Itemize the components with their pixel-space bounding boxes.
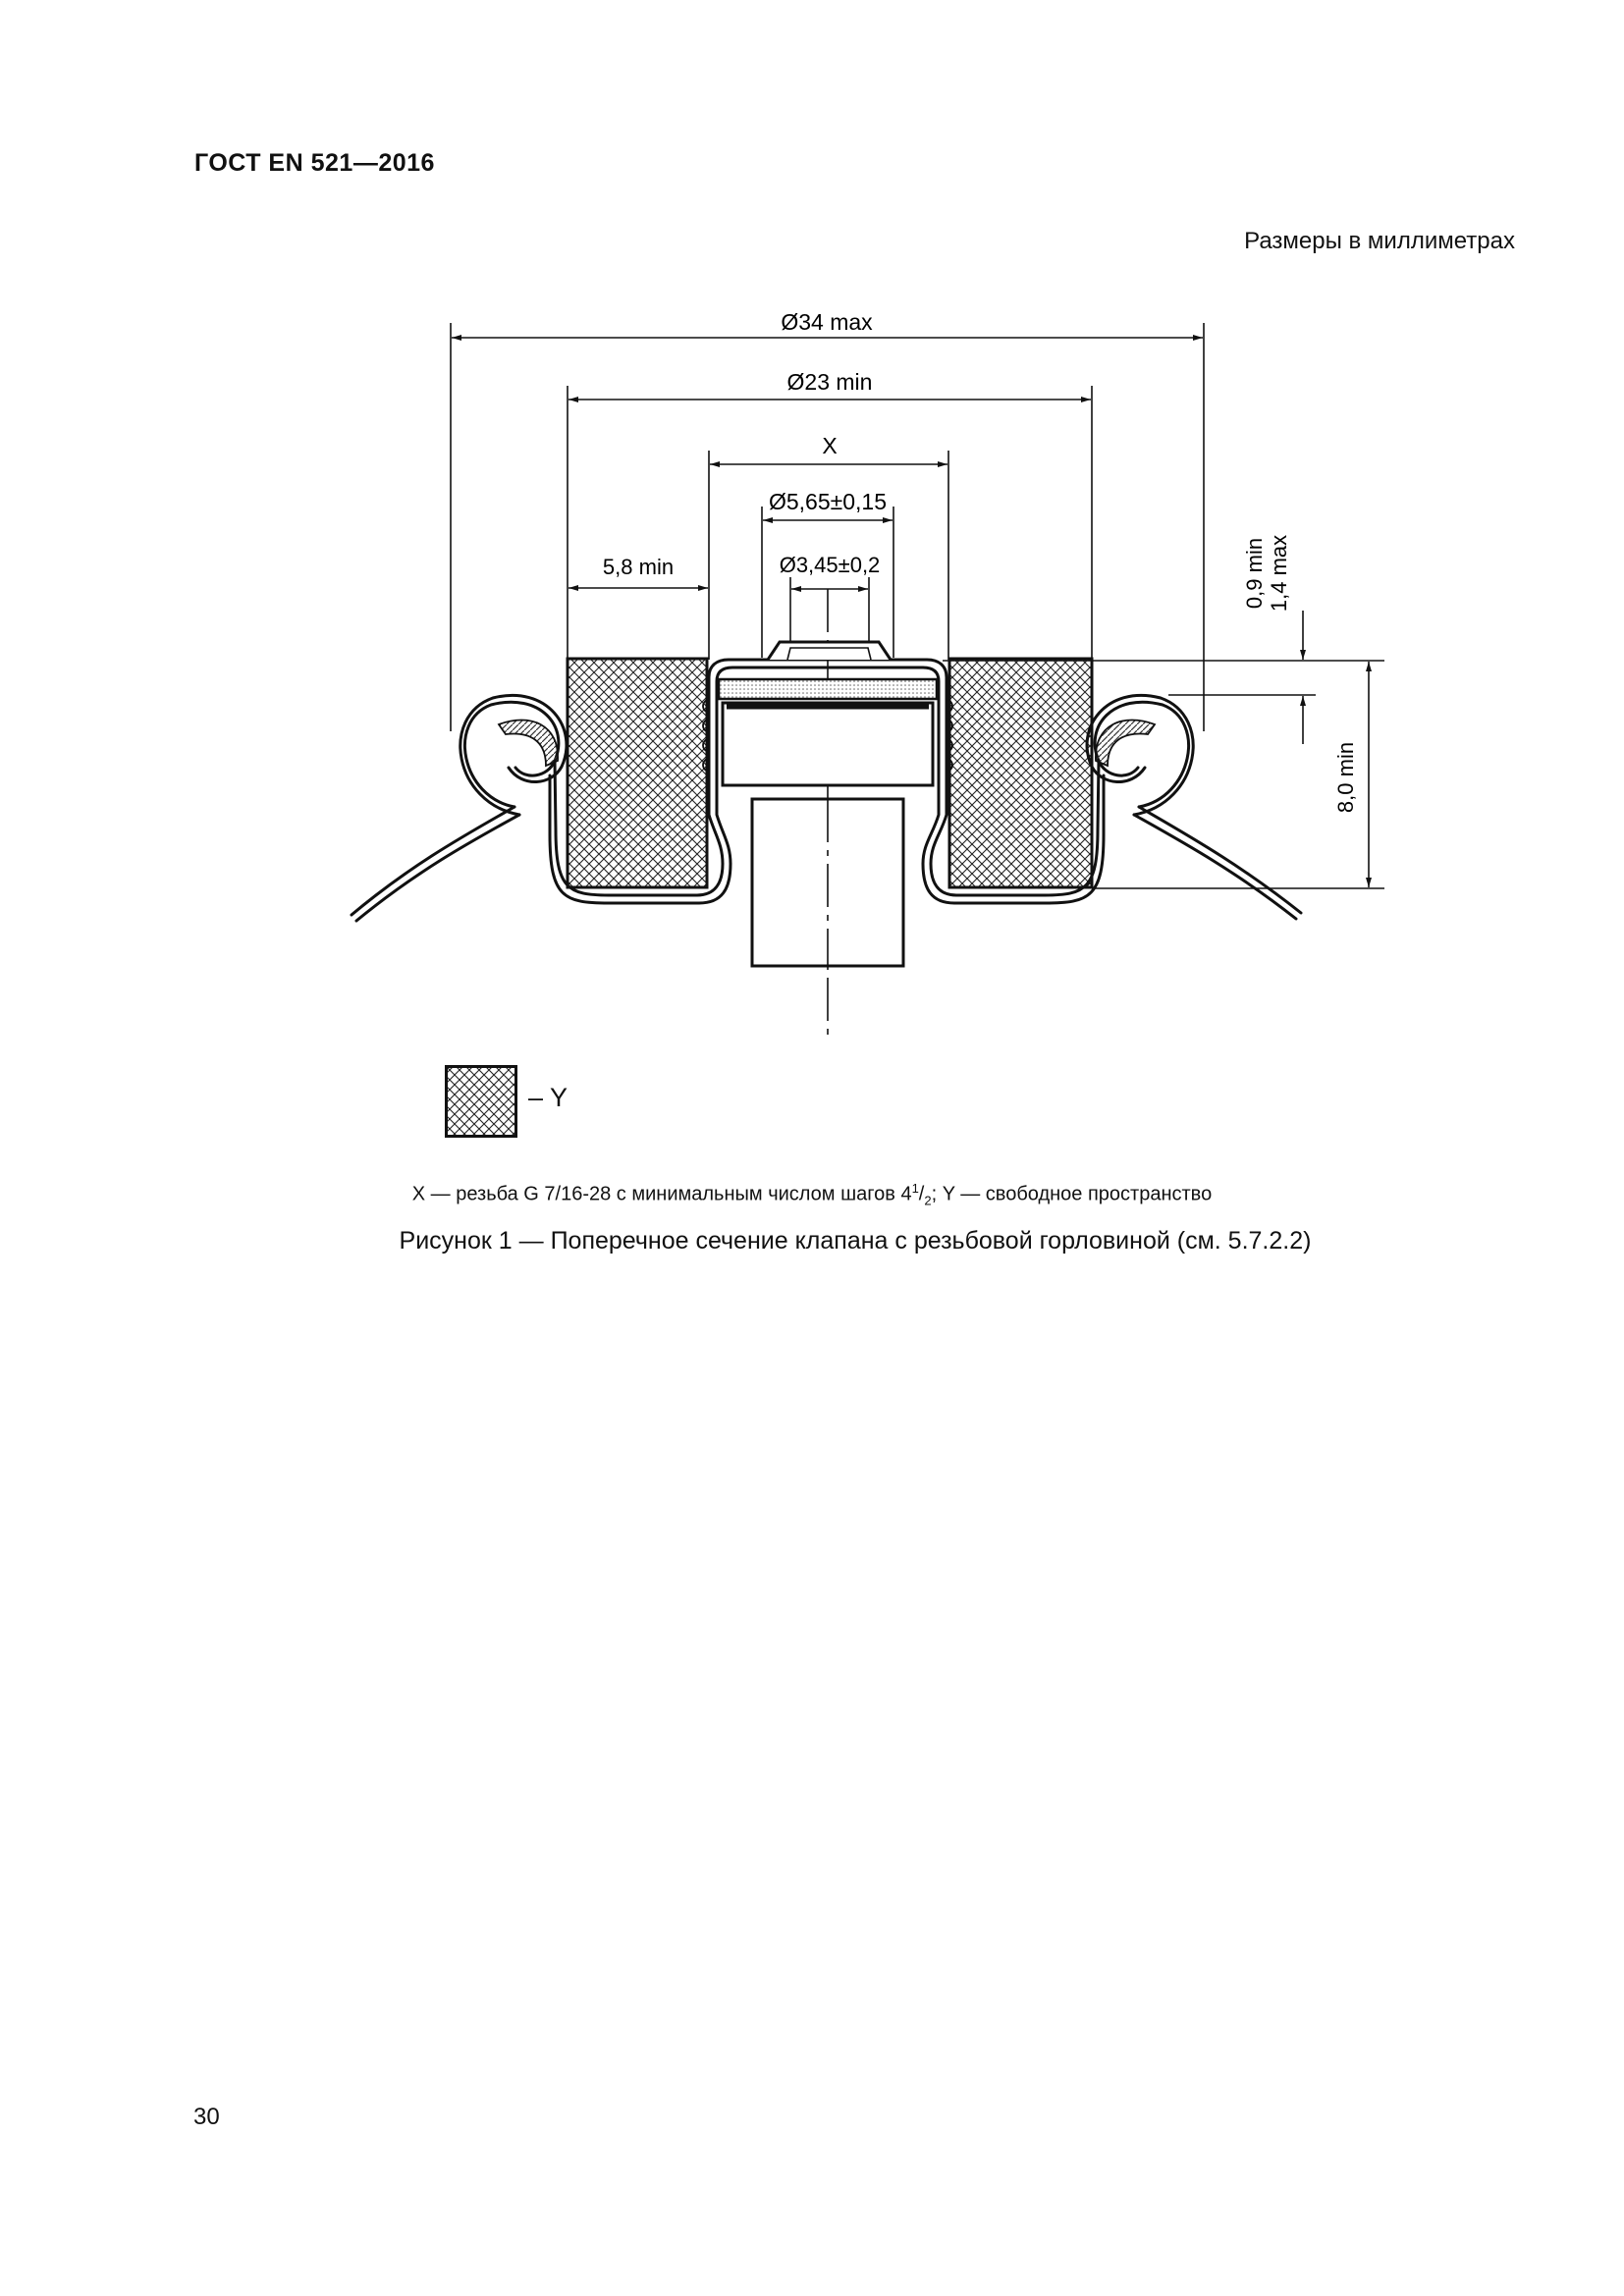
- key-fraction-denominator: 2: [924, 1193, 932, 1208]
- free-space-right: [949, 659, 1092, 887]
- free-space-left: [568, 659, 707, 887]
- dim-diameter-34: Ø34 max: [781, 309, 873, 335]
- key-text-start: X — резьба G 7/16-28 с минимальным числом шагов 4: [411, 1183, 912, 1205]
- valve-housing: [723, 703, 933, 785]
- key-fraction-slash: /: [918, 1183, 925, 1205]
- dim-height-80: 8,0 min: [1333, 741, 1358, 814]
- bead-gasket-right: [1096, 721, 1155, 766]
- valve-gasket: [719, 679, 937, 699]
- document-header: ГОСТ EN 521—2016: [194, 149, 435, 177]
- legend-label: – Y: [528, 1083, 568, 1112]
- dim-height-14: 1,4 max: [1267, 534, 1291, 613]
- figure-key: [0, 1181, 1624, 1208]
- legend-hatch-swatch: [445, 1065, 517, 1138]
- dim-diameter-345: Ø3,45±0,2: [779, 553, 881, 577]
- dim-width-58: 5,8 min: [602, 555, 675, 579]
- dim-x: X: [822, 433, 838, 458]
- dim-height-09: 0,9 min: [1242, 537, 1267, 610]
- bead-gasket-left: [499, 721, 558, 766]
- key-text-end: ; Y — свободное пространство: [931, 1183, 1213, 1205]
- units-note: Размеры в миллиметрах: [1244, 228, 1515, 254]
- dim-diameter-23: Ø23 min: [786, 369, 873, 395]
- valve-top-orifice: [768, 642, 891, 660]
- page-number: 30: [193, 2104, 220, 2130]
- figure-caption: Рисунок 1 — Поперечное сечение клапана с резьбовой горловиной (см. 5.7.2.2): [399, 1227, 1312, 1255]
- key-fraction-numerator: 1: [911, 1181, 919, 1196]
- dim-diameter-565: Ø5,65±0,15: [768, 489, 888, 514]
